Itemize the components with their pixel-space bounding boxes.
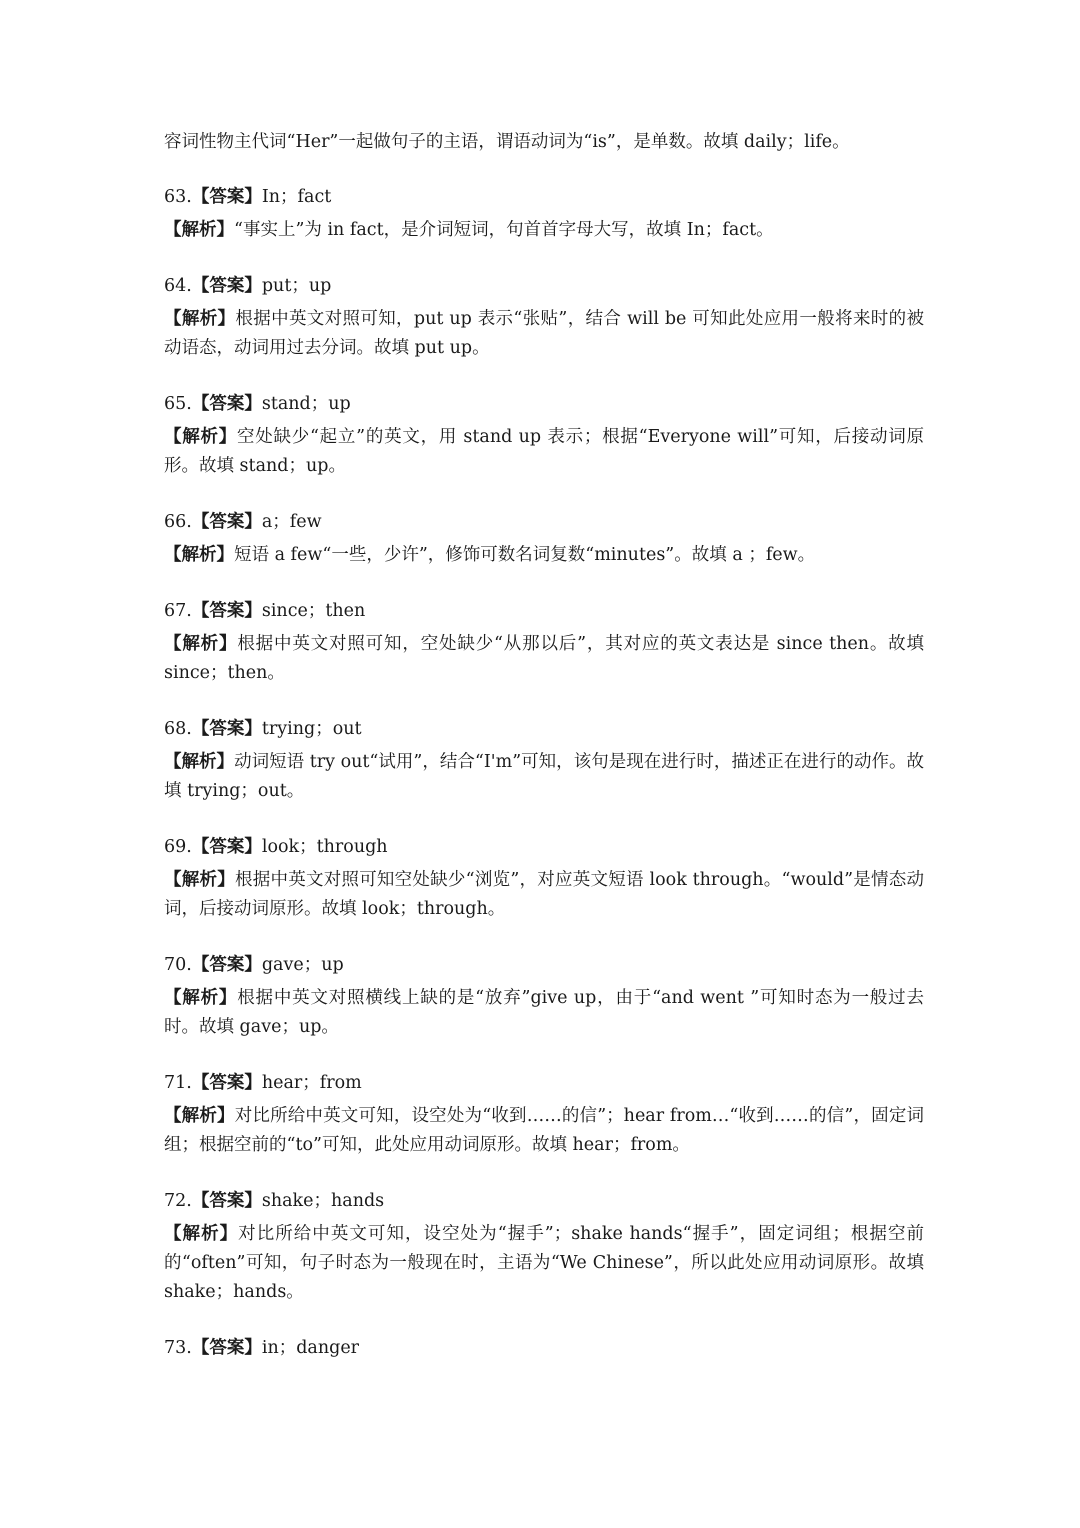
- answer-line: [164, 597, 924, 626]
- intro-paragraph: 容词性物主代词“Her”一起做句子的主语，谓语动词为“is”，是单数。故填 daily；life。: [164, 132, 850, 152]
- question-number: 66.: [164, 512, 192, 532]
- document-page: [164, 128, 924, 1390]
- analysis-tag: 【解析】: [164, 309, 236, 329]
- analysis-line: [164, 423, 924, 481]
- analysis-line: [164, 1220, 924, 1307]
- question-number: 69.: [164, 837, 192, 857]
- analysis-tag: 【解析】: [164, 1106, 235, 1126]
- answer-text: a；few: [261, 512, 322, 532]
- analysis-tag: 【解析】: [164, 870, 235, 890]
- analysis-tag: 【解析】: [164, 220, 234, 240]
- question-number: 68.: [164, 719, 192, 739]
- analysis-line: [164, 984, 924, 1042]
- question-item-69: [164, 833, 924, 924]
- question-number: 72.: [164, 1191, 192, 1211]
- question-number: 71.: [164, 1073, 192, 1093]
- answer-line: [164, 508, 924, 537]
- answer-tag: 【答案】: [191, 276, 262, 296]
- answer-tag: 【答案】: [191, 187, 262, 207]
- analysis-line: [164, 866, 924, 924]
- analysis-text: 空处缺少“起立”的英文，用 stand up 表示；根据“Everyone will”可知，后接动词原形。故填 stand；up。: [164, 427, 924, 476]
- analysis-text: “事实上”为 in fact，是介词短词，句首首字母大写，故填 In；fact。: [234, 220, 774, 240]
- answer-line: [164, 1187, 924, 1216]
- answer-line: [164, 715, 924, 744]
- question-number: 64.: [164, 276, 192, 296]
- analysis-line: [164, 1102, 924, 1160]
- answer-text: hear；from: [261, 1073, 362, 1093]
- answer-text: in；danger: [261, 1338, 360, 1358]
- analysis-text: 短语 a few“一些，少许”，修饰可数名词复数“minutes”。故填 a ；few。: [234, 545, 816, 565]
- answer-tag: 【答案】: [191, 955, 262, 975]
- question-item-68: [164, 715, 924, 806]
- analysis-tag: 【解析】: [164, 634, 238, 654]
- question-number: 65.: [164, 394, 192, 414]
- answer-tag: 【答案】: [191, 1191, 262, 1211]
- answer-text: since；then: [261, 601, 366, 621]
- analysis-text: 对比所给中英文可知，设空处为“收到……的信”；hear from…“收到……的信”，固定词组；根据空前的“to”可知，此处应用动词原形。故填 hear；from。: [164, 1106, 924, 1155]
- analysis-text: 动词短语 try out“试用”，结合“I'm”可知，该句是现在进行时，描述正在进行的动作。故填 trying；out。: [164, 752, 925, 801]
- question-item-72: [164, 1187, 924, 1307]
- question-item-73: [164, 1334, 924, 1363]
- answer-text: look；through: [261, 837, 388, 857]
- answer-tag: 【答案】: [191, 394, 262, 414]
- answer-line: [164, 183, 924, 212]
- analysis-tag: 【解析】: [164, 427, 237, 447]
- analysis-text: 根据中英文对照可知，空处缺少“从那以后”，其对应的英文表达是 since then。故填 since；then。: [164, 634, 925, 683]
- analysis-line: [164, 541, 924, 570]
- question-item-63: [164, 183, 924, 245]
- answer-text: gave；up: [261, 955, 344, 975]
- analysis-line: [164, 216, 924, 245]
- analysis-line: [164, 748, 924, 806]
- analysis-text: 根据中英文对照可知空处缺少“浏览”，对应英文短语 look through。“would”是情态动词，后接动词原形。故填 look；through。: [164, 870, 925, 919]
- answer-tag: 【答案】: [191, 601, 262, 621]
- answer-tag: 【答案】: [191, 1073, 262, 1093]
- answer-text: shake；hands: [261, 1191, 385, 1211]
- answer-line: [164, 390, 924, 419]
- analysis-text: 根据中英文对照横线上缺的是“放弃”give up，由于“and went ”可知时态为一般过去时。故填 gave；up。: [164, 988, 924, 1037]
- question-item-64: [164, 272, 924, 363]
- analysis-text: 根据中英文对照可知，put up 表示“张贴”，结合 will be 可知此处应用一般将来时的被动语态，动词用过去分词。故填 put up。: [164, 309, 925, 358]
- question-item-65: [164, 390, 924, 481]
- answer-line: [164, 833, 924, 862]
- answer-tag: 【答案】: [191, 837, 262, 857]
- answer-text: put；up: [261, 276, 332, 296]
- answer-line: [164, 272, 924, 301]
- question-number: 70.: [164, 955, 192, 975]
- answer-text: stand；up: [261, 394, 351, 414]
- question-number: 73.: [164, 1338, 192, 1358]
- analysis-tag: 【解析】: [164, 545, 234, 565]
- question-item-66: [164, 508, 924, 570]
- question-number: 63.: [164, 187, 192, 207]
- analysis-tag: 【解析】: [164, 752, 235, 772]
- answer-line: [164, 1069, 924, 1098]
- analysis-line: [164, 630, 924, 688]
- answer-text: trying；out: [261, 719, 362, 739]
- answer-tag: 【答案】: [191, 1338, 262, 1358]
- answer-text: In；fact: [261, 187, 332, 207]
- analysis-tag: 【解析】: [164, 988, 238, 1008]
- analysis-line: [164, 305, 924, 363]
- question-item-71: [164, 1069, 924, 1160]
- question-item-67: [164, 597, 924, 688]
- answer-line: [164, 951, 924, 980]
- question-number: 67.: [164, 601, 192, 621]
- analysis-text: 对比所给中英文可知，设空处为“握手”；shake hands“握手”，固定词组；根据空前的“often”可知，句子时态为一般现在时，主语为“We Chinese”，所以此处应用动词原形。故填 shake；hands。: [164, 1224, 924, 1302]
- answer-line: [164, 1334, 924, 1363]
- answer-tag: 【答案】: [191, 719, 262, 739]
- analysis-tag: 【解析】: [164, 1224, 239, 1244]
- question-item-70: [164, 951, 924, 1042]
- answer-tag: 【答案】: [191, 512, 262, 532]
